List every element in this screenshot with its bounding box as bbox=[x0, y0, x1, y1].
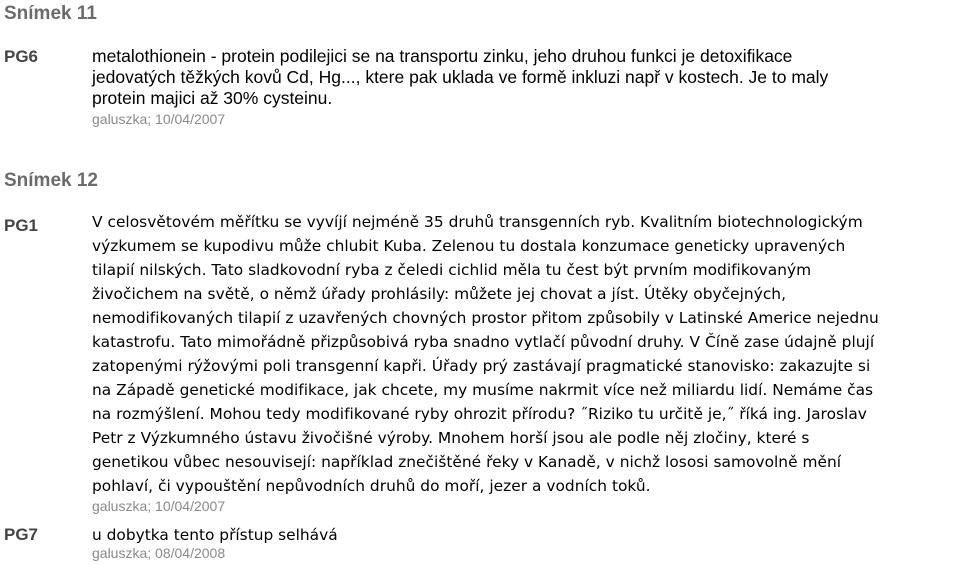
note-line: katastrofu. Tato mimořádně přizpůsobivá ryba snadno vytlačí původní druhy. V Číně zase údajně plují bbox=[92, 333, 875, 351]
slide-12-heading: Snímek 12 bbox=[4, 170, 98, 191]
note-line: na rozmýšlení. Mohou tedy modifikované ryby ohrozit přírodu? ˝Riziko tu určitě je,˝ říká ing. Jaroslav bbox=[92, 405, 867, 423]
note-line: živočichem na světě, o němž úřady prohlásily: můžete jej chovat a jíst. Útěky obyčejných, bbox=[92, 285, 786, 303]
note-line: protein majici až 30% cysteinu. bbox=[92, 88, 333, 108]
note-line: zatopenými rýžovými poli transgenní kapři. Úřady prý zastávají pragmatické stanovisko: zakazujte si bbox=[92, 357, 871, 375]
note-line: na Západě genetické modifikace, jak chcete, my musíme nakrmit více než miliardu lidí. Nemáme čas bbox=[92, 381, 874, 399]
note-author-date: galuszka; 10/04/2007 bbox=[92, 111, 226, 127]
note-line: nemodifikovaných tilapií z uzavřených chovných prostor přitom způsobily v Latinské Americe nejednu bbox=[92, 309, 879, 327]
note-author-date: galuszka; 10/04/2007 bbox=[92, 498, 226, 514]
note-body bbox=[92, 46, 958, 109]
note-tag-pg1: PG1 bbox=[4, 216, 39, 235]
note-tag-pg7: PG7 bbox=[4, 525, 39, 544]
note-line: metalothionein - protein podilejici se na transportu zinku, jeho druhou funkci je detoxifikace bbox=[92, 46, 793, 66]
note-pg7 bbox=[92, 523, 958, 561]
note-pg6 bbox=[92, 46, 958, 127]
note-line: V celosvětovém měřítku se vyvíjí nejméně 35 druhů transgenních ryb. Kvalitním biotechnologickým bbox=[92, 213, 863, 231]
note-line: jedovatých těžkých kovů Cd, Hg..., ktere pak uklada ve formě inkluzi např v kostech. Je to maly bbox=[92, 67, 829, 87]
note-body bbox=[92, 210, 958, 498]
note-pg1 bbox=[92, 210, 958, 514]
note-line: Petr z Výzkumného ústavu živočišné výroby. Mnohem horší jsou ale podle něj zločiny, které s bbox=[92, 429, 810, 447]
slide-11-heading: Snímek 11 bbox=[4, 3, 97, 24]
note-line: výzkumem se kupodivu může chlubit Kuba. Zelenou tu dostala konzumace geneticky upravených bbox=[92, 237, 846, 255]
note-line: u dobytka tento přístup selhává bbox=[92, 526, 338, 544]
note-author-date: galuszka; 08/04/2008 bbox=[92, 545, 226, 561]
note-line: tilapií nilských. Tato sladkovodní ryba z čeledi cichlid měla tu čest být prvním modifikovaným bbox=[92, 261, 812, 279]
note-line: genetikou vůbec nesouvisejí: například znečištěné řeky v Kanadě, v nichž lososi samovolně mění bbox=[92, 453, 842, 471]
note-body bbox=[92, 523, 958, 547]
note-tag-pg6: PG6 bbox=[4, 47, 39, 66]
note-line: pohlaví, či vypouštění nepůvodních druhů do moří, jezer a vodních toků. bbox=[92, 477, 651, 495]
